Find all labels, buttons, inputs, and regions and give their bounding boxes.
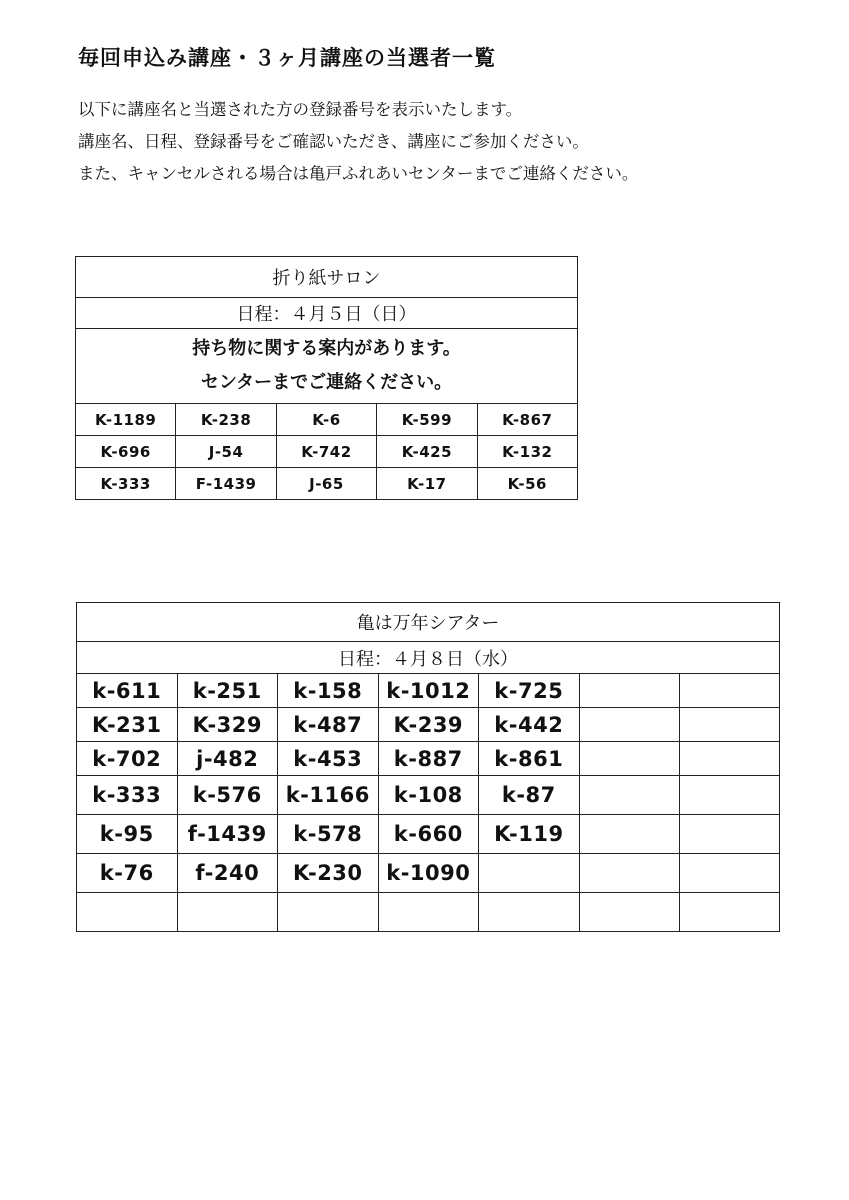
table-row [76,468,578,500]
registration-number: k-611 [77,674,178,708]
registration-number: K-1189 [76,404,176,436]
registration-number: k-578 [278,815,379,854]
registration-number: j-482 [177,742,278,776]
intro-text [78,94,638,190]
registration-number: K-599 [377,404,477,436]
registration-number: J-54 [176,436,276,468]
empty-cell [177,893,278,932]
empty-cell [579,708,680,742]
registration-number: K-333 [76,468,176,500]
intro-line: また、キャンセルされる場合は亀戸ふれあいセンターまでご連絡ください。 [78,164,639,183]
registration-number: K-119 [479,815,580,854]
registration-number: K-425 [377,436,477,468]
registration-number: f-1439 [177,815,278,854]
registration-number: k-453 [278,742,379,776]
registration-number: J-65 [276,468,376,500]
registration-number: K-867 [477,404,577,436]
registration-number: k-487 [278,708,379,742]
page-title: 毎回申込み講座・３ヶ月講座の当選者一覧 [78,46,496,70]
empty-cell [680,893,780,932]
table-row [77,674,780,708]
course-name: 折り紙サロン [76,257,578,298]
intro-line: 以下に講座名と当選された方の登録番号を表示いたします。 [78,100,523,119]
registration-number: k-887 [378,742,479,776]
empty-cell [479,893,580,932]
registration-number: k-251 [177,674,278,708]
registration-number: F-1439 [176,468,276,500]
empty-cell [579,674,680,708]
registration-number: k-158 [278,674,379,708]
table-row [77,776,780,815]
empty-cell [680,708,780,742]
empty-cell [680,815,780,854]
empty-cell [579,742,680,776]
registration-number: K-329 [177,708,278,742]
registration-number: K-696 [76,436,176,468]
registration-number: K-238 [176,404,276,436]
empty-cell [680,674,780,708]
empty-cell [680,854,780,893]
empty-cell [680,776,780,815]
course-schedule: 日程：４月５日（日） [76,298,578,329]
table-row [76,436,578,468]
registration-number: k-76 [77,854,178,893]
registration-number: K-17 [377,468,477,500]
course-table-theater [76,602,780,932]
registration-number: k-576 [177,776,278,815]
notice-line: センターまでご連絡ください。 [200,372,453,393]
empty-cell [680,742,780,776]
empty-cell [579,854,680,893]
registration-number: k-87 [479,776,580,815]
course-notice [76,329,578,404]
registration-number: K-239 [378,708,479,742]
registration-number: K-230 [278,854,379,893]
empty-cell [579,893,680,932]
empty-cell [378,893,479,932]
registration-number: k-333 [77,776,178,815]
registration-number: K-231 [77,708,178,742]
registration-number: k-95 [77,815,178,854]
registration-number: k-725 [479,674,580,708]
empty-cell [479,854,580,893]
registration-number: k-702 [77,742,178,776]
registration-number: k-1012 [378,674,479,708]
empty-cell [579,815,680,854]
registration-number: k-442 [479,708,580,742]
empty-cell [278,893,379,932]
empty-cell [579,776,680,815]
registration-number: f-240 [177,854,278,893]
table-row [77,708,780,742]
table-row [77,854,780,893]
course-table-origami [75,256,578,500]
registration-number: k-108 [378,776,479,815]
table-row [77,742,780,776]
table-row [77,893,780,932]
registration-number: k-1166 [278,776,379,815]
course-name: 亀は万年シアター [77,603,780,642]
registration-number: K-132 [477,436,577,468]
table-row [77,815,780,854]
registration-number: K-56 [477,468,577,500]
registration-number: k-861 [479,742,580,776]
table-row [76,404,578,436]
registration-number: K-6 [276,404,376,436]
course-schedule: 日程：４月８日（水） [77,642,780,674]
registration-number: K-742 [276,436,376,468]
registration-number: k-660 [378,815,479,854]
registration-number: k-1090 [378,854,479,893]
notice-line: 持ち物に関する案内があります。 [192,338,461,359]
empty-cell [77,893,178,932]
intro-line: 講座名、日程、登録番号をご確認いただき、講座にご参加ください。 [78,132,589,151]
